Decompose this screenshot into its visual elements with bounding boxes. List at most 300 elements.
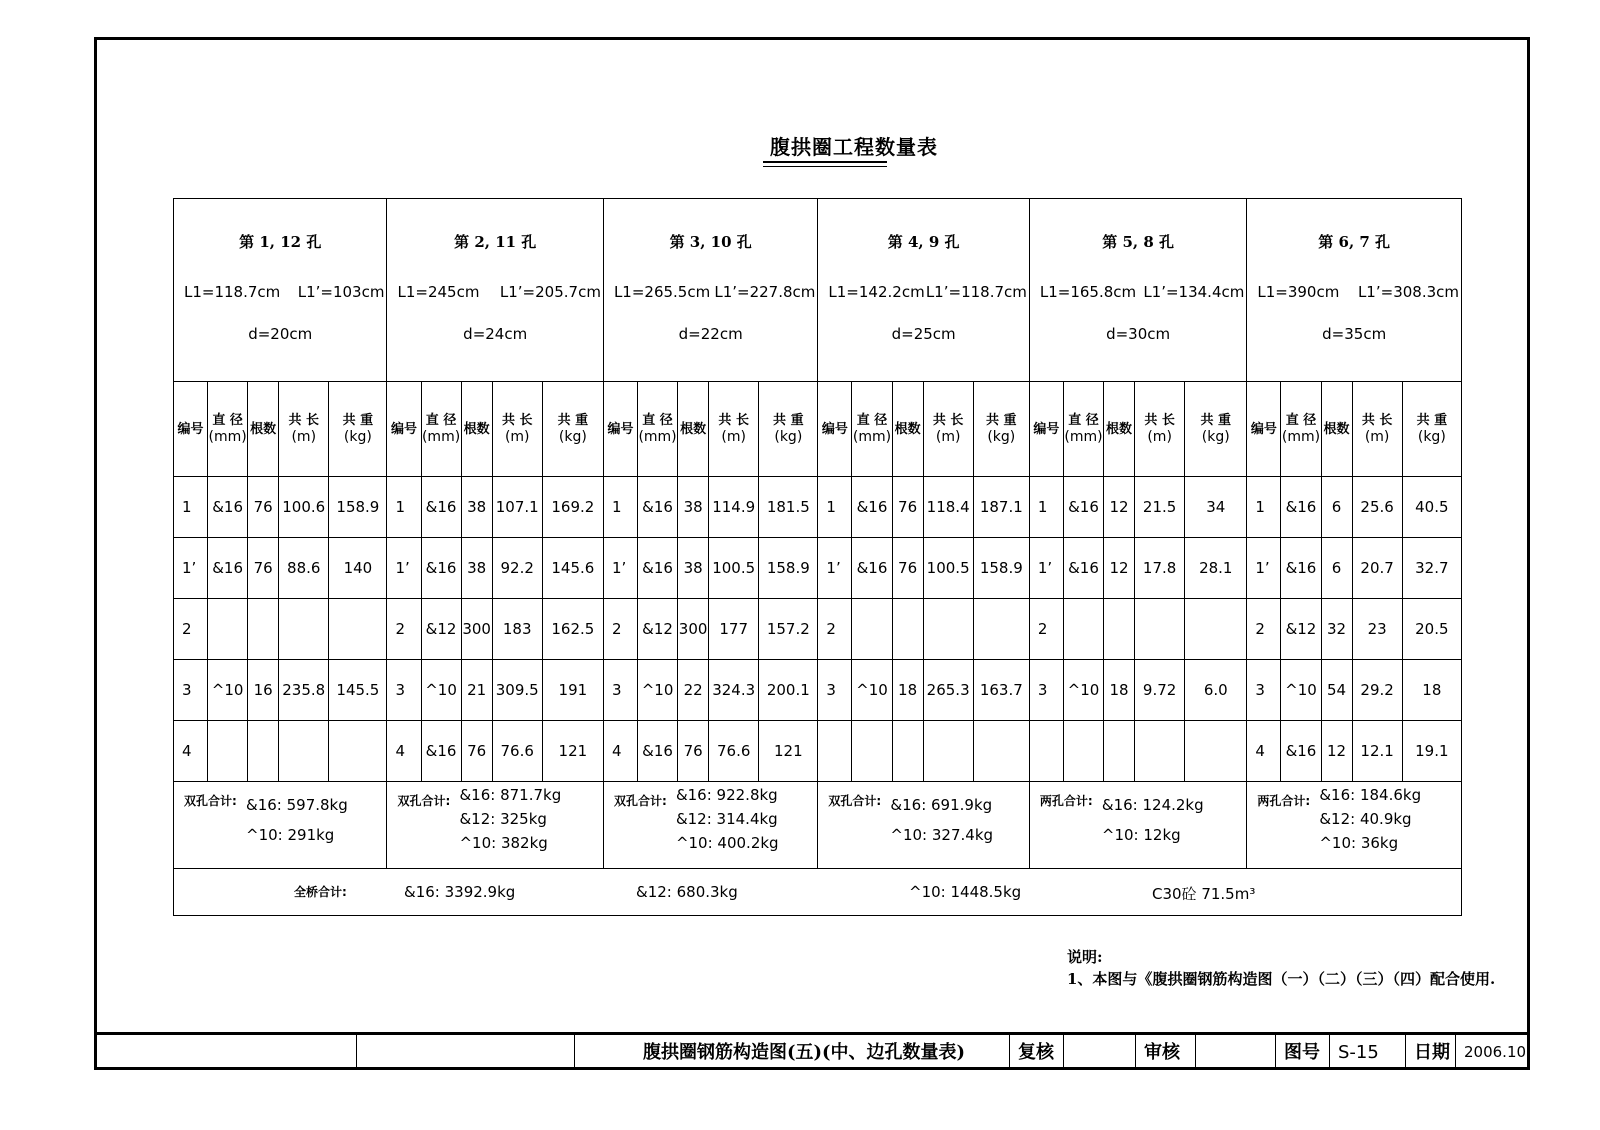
group-name: 第 4, 9 孔	[887, 233, 960, 251]
table-cell: 157.2	[759, 599, 818, 660]
column-header	[852, 382, 892, 477]
subtotal-cell	[1029, 782, 1246, 869]
column-header	[923, 382, 973, 477]
subtotal-box	[174, 782, 386, 868]
group-name: 第 3, 10 孔	[669, 233, 752, 251]
table-cell: 158.9	[973, 538, 1029, 599]
table-cell: 38	[678, 477, 709, 538]
group-header	[1029, 199, 1246, 382]
column-header-label: 编号	[390, 421, 417, 437]
column-header	[759, 382, 818, 477]
column-header-unit: (mm)	[421, 429, 461, 445]
column-header-unit: (kg)	[1417, 429, 1446, 445]
table-cell: 118.4	[923, 477, 973, 538]
table-cell: 200.1	[759, 660, 818, 721]
column-header-unit: (mm)	[638, 429, 677, 445]
group-header	[387, 199, 603, 382]
table-cell: 235.8	[279, 660, 329, 721]
column-header-label: 直 径	[1068, 413, 1099, 428]
column-header-label: 直 径	[1285, 413, 1317, 428]
table-cell: 32	[1321, 599, 1352, 660]
subtotal-cell	[603, 782, 817, 869]
group-name: 第 5, 8 孔	[1102, 233, 1174, 251]
group-l1: L1=245cm	[397, 283, 480, 301]
table-row	[174, 660, 1462, 721]
column-header-label: 直 径	[212, 413, 243, 428]
subtotal-box	[1030, 782, 1246, 868]
grand-total-row	[174, 869, 1462, 916]
table-row	[174, 599, 1462, 660]
table-cell: 29.2	[1352, 660, 1402, 721]
subtotal-label: 双孔合计:	[828, 794, 882, 808]
table-cell: &16	[638, 538, 678, 599]
drawing-no-label: 图号	[1275, 1035, 1329, 1070]
group-l1-prime: L1’=118.7cm	[925, 283, 1027, 301]
table-cell: &12	[421, 599, 461, 660]
subtotal-line: &16: 597.8kg	[246, 796, 348, 814]
table-cell: 169.2	[542, 477, 603, 538]
column-header-label: 直 径	[856, 413, 888, 428]
group-l1: L1=118.7cm	[184, 283, 281, 301]
table-cell: 20.5	[1402, 599, 1461, 660]
column-header	[1402, 382, 1461, 477]
notes-heading: 说明:	[1067, 948, 1103, 966]
table-cell	[208, 721, 248, 782]
table-cell: 12.1	[1352, 721, 1402, 782]
group-l1: L1=165.8cm	[1039, 283, 1137, 301]
table-cell: 177	[709, 599, 759, 660]
table-cell: 76	[892, 538, 923, 599]
column-header-label: 共 长	[288, 413, 320, 428]
table-cell: 163.7	[973, 660, 1029, 721]
table-cell: 140	[329, 538, 387, 599]
table-cell: 18	[1402, 660, 1461, 721]
group-d: d=30cm	[1106, 325, 1171, 343]
column-header	[638, 382, 678, 477]
table-cell: 76	[892, 477, 923, 538]
column-header-label: 共 长	[932, 413, 964, 428]
table-cell: &16	[1063, 538, 1103, 599]
subtotal-box	[604, 782, 817, 868]
table-cell: 4	[1247, 721, 1281, 782]
table-cell: 3	[174, 660, 208, 721]
column-header	[1185, 382, 1247, 477]
group-header-box	[387, 199, 602, 381]
subtotal-line: &16: 124.2kg	[1101, 796, 1204, 814]
table-cell: 100.5	[709, 538, 759, 599]
table-cell: 2	[603, 599, 637, 660]
table-cell: 1’	[603, 538, 637, 599]
column-header	[973, 382, 1029, 477]
group-header-row	[174, 199, 1462, 382]
table-cell	[329, 721, 387, 782]
table-cell: 1	[1029, 477, 1063, 538]
column-header-unit: (kg)	[343, 429, 372, 445]
subtotal-label: 双孔合计:	[397, 794, 451, 808]
subtotal-line: ^10: 36kg	[1319, 834, 1399, 852]
table-cell: 76.6	[492, 721, 542, 782]
column-header-label: 根数	[1323, 421, 1350, 437]
table-cell: 12	[1321, 721, 1352, 782]
group-l1-prime: L1’=134.4cm	[1143, 283, 1245, 301]
table-cell: 1’	[174, 538, 208, 599]
table-cell: &16	[852, 477, 892, 538]
grand-total-a16: &16: 3392.9kg	[404, 883, 516, 901]
subtotal-cell	[818, 782, 1029, 869]
table-cell	[248, 721, 279, 782]
table-cell	[892, 599, 923, 660]
table-cell: &16	[852, 538, 892, 599]
table-cell: 40.5	[1402, 477, 1461, 538]
date-label: 日期	[1405, 1035, 1455, 1070]
table-cell: ^10	[1063, 660, 1103, 721]
table-cell: ^10	[1281, 660, 1321, 721]
table-cell: 1	[1247, 477, 1281, 538]
grand-total-a12: &12: 680.3kg	[636, 883, 738, 901]
table-cell: 38	[461, 538, 492, 599]
subtotal-cell	[387, 782, 603, 869]
column-header-unit: (m)	[1364, 429, 1390, 445]
column-header-unit: (m)	[721, 429, 746, 445]
table-cell: &12	[1281, 599, 1321, 660]
table-cell	[1029, 721, 1063, 782]
subtotal-box	[1247, 782, 1461, 868]
column-header-row	[174, 382, 1462, 477]
table-cell	[1063, 599, 1103, 660]
notes	[1067, 946, 1495, 990]
table-cell: 1	[387, 477, 421, 538]
column-header-unit: (kg)	[774, 429, 803, 445]
column-header	[461, 382, 492, 477]
group-d: d=25cm	[891, 325, 956, 343]
column-header-label: 共 长	[718, 413, 749, 428]
group-header	[603, 199, 817, 382]
table-cell: 2	[1247, 599, 1281, 660]
group-name: 第 6, 7 孔	[1318, 233, 1391, 251]
grand-total-a10: ^10: 1448.5kg	[909, 883, 1022, 901]
subtotal-line: ^10: 327.4kg	[890, 826, 994, 844]
table-cell: 12	[1104, 477, 1135, 538]
group-l1-prime: L1’=308.3cm	[1357, 283, 1459, 301]
subtotal-row	[174, 782, 1462, 869]
group-l1-prime: L1’=205.7cm	[499, 283, 601, 301]
group-d: d=35cm	[1322, 325, 1387, 343]
table-cell	[1063, 721, 1103, 782]
column-header	[248, 382, 279, 477]
title-underline	[763, 161, 887, 163]
column-header	[818, 382, 852, 477]
group-header	[818, 199, 1029, 382]
table-cell	[923, 721, 973, 782]
column-header-label: 根数	[463, 421, 490, 437]
table-cell: 4	[174, 721, 208, 782]
table-cell: 6	[1321, 477, 1352, 538]
column-header	[678, 382, 709, 477]
column-header-label: 根数	[894, 421, 921, 437]
table-cell: 38	[461, 477, 492, 538]
table-cell: &16	[421, 721, 461, 782]
table-cell: 3	[1247, 660, 1281, 721]
table-cell: 19.1	[1402, 721, 1461, 782]
table-cell	[279, 599, 329, 660]
group-name: 第 2, 11 孔	[454, 233, 537, 251]
column-header-label: 共 重	[1416, 413, 1448, 428]
table-cell: 32.7	[1402, 538, 1461, 599]
subtotal-cell	[174, 782, 387, 869]
group-header-box	[818, 199, 1028, 381]
table-cell: 187.1	[973, 477, 1029, 538]
table-cell: 76	[248, 538, 279, 599]
grand-total-box	[174, 869, 1461, 915]
column-header	[1247, 382, 1281, 477]
column-header	[174, 382, 208, 477]
subtotal-cell	[1247, 782, 1462, 869]
column-header-label: 共 重	[1200, 413, 1232, 428]
column-header	[1352, 382, 1402, 477]
table-cell: 18	[892, 660, 923, 721]
table-cell: 6.0	[1185, 660, 1247, 721]
group-d: d=22cm	[678, 325, 743, 343]
column-header	[892, 382, 923, 477]
column-header-unit: (m)	[291, 429, 317, 445]
column-header-unit: (mm)	[1281, 429, 1321, 445]
table-cell: 9.72	[1135, 660, 1185, 721]
table-cell	[208, 599, 248, 660]
table-cell: 158.9	[759, 538, 818, 599]
table-cell: 121	[542, 721, 603, 782]
table-cell: &12	[638, 599, 678, 660]
table-cell: &16	[638, 721, 678, 782]
column-header	[1029, 382, 1063, 477]
column-header-unit: (m)	[504, 429, 530, 445]
table-cell: 100.5	[923, 538, 973, 599]
column-header-unit: (mm)	[208, 429, 247, 445]
table-cell: 1	[818, 477, 852, 538]
title-block-cell	[94, 1035, 356, 1070]
table-row	[174, 538, 1462, 599]
column-header-label: 根数	[680, 421, 707, 437]
table-cell: 88.6	[279, 538, 329, 599]
table-cell: 2	[387, 599, 421, 660]
table-cell: 265.3	[923, 660, 973, 721]
table-cell: 3	[603, 660, 637, 721]
subtotal-line: &16: 922.8kg	[675, 786, 778, 804]
column-header-label: 编号	[821, 421, 848, 437]
table-cell: 100.6	[279, 477, 329, 538]
table-cell	[279, 721, 329, 782]
subtotal-line: &12: 314.4kg	[675, 810, 778, 828]
subtotal-label: 双孔合计:	[184, 794, 237, 808]
table-cell	[1135, 599, 1185, 660]
column-header-label: 共 重	[342, 413, 374, 428]
table-row	[174, 477, 1462, 538]
table-cell	[818, 721, 852, 782]
table-cell: 1	[174, 477, 208, 538]
subtotal-label: 两孔合计:	[1039, 794, 1093, 808]
drawing-no: S-15	[1329, 1035, 1405, 1070]
table-cell: 3	[1029, 660, 1063, 721]
table-cell: &16	[421, 477, 461, 538]
table-title: 腹拱圈工程数量表	[770, 135, 938, 159]
approve-value	[1195, 1035, 1275, 1070]
date-value: 2006.10	[1455, 1035, 1527, 1070]
table-cell: 92.2	[492, 538, 542, 599]
column-header	[387, 382, 421, 477]
table-cell: 28.1	[1185, 538, 1247, 599]
table-cell: ^10	[421, 660, 461, 721]
subtotal-line: ^10: 12kg	[1101, 826, 1181, 844]
table-cell: 300	[678, 599, 709, 660]
column-header	[603, 382, 637, 477]
table-cell: 54	[1321, 660, 1352, 721]
table-cell: &16	[1281, 477, 1321, 538]
subtotal-line: ^10: 400.2kg	[675, 834, 779, 852]
title-block	[94, 1032, 1530, 1070]
table-cell	[1185, 721, 1247, 782]
table-cell: 121	[759, 721, 818, 782]
table-cell: 300	[461, 599, 492, 660]
column-header	[1104, 382, 1135, 477]
table-cell	[973, 721, 1029, 782]
column-header-unit: (m)	[935, 429, 961, 445]
column-header-label: 编号	[1033, 421, 1060, 437]
column-header-label: 共 重	[773, 413, 804, 428]
column-header-unit: (m)	[1147, 429, 1172, 445]
column-header	[1063, 382, 1103, 477]
subtotal-line: ^10: 291kg	[246, 826, 335, 844]
group-header-box	[1247, 199, 1461, 381]
group-d: d=24cm	[463, 325, 528, 343]
column-header-label: 共 长	[1144, 413, 1175, 428]
column-header	[542, 382, 603, 477]
column-header	[208, 382, 248, 477]
group-header-box	[1030, 199, 1246, 381]
table-cell	[973, 599, 1029, 660]
table-cell: 4	[387, 721, 421, 782]
table-cell: 18	[1104, 660, 1135, 721]
subtotal-line: &12: 40.9kg	[1319, 810, 1412, 828]
table-cell: 1’	[1029, 538, 1063, 599]
table-cell: 145.5	[329, 660, 387, 721]
column-header-label: 共 重	[986, 413, 1017, 428]
table-cell	[852, 599, 892, 660]
quantity-table	[173, 198, 1462, 916]
column-header	[1135, 382, 1185, 477]
column-header-label: 根数	[1106, 421, 1133, 437]
table-cell: ^10	[208, 660, 248, 721]
column-header-unit: (mm)	[1064, 429, 1103, 445]
review-label: 复核	[1009, 1035, 1063, 1070]
column-header	[1281, 382, 1321, 477]
table-cell: 162.5	[542, 599, 603, 660]
table-cell: 2	[1029, 599, 1063, 660]
group-l1-prime: L1’=227.8cm	[714, 283, 816, 301]
subtotal-line: &16: 691.9kg	[890, 796, 993, 814]
table-cell: 191	[542, 660, 603, 721]
group-d: d=20cm	[248, 325, 313, 343]
table-cell: 12	[1104, 538, 1135, 599]
subtotal-line: &16: 184.6kg	[1319, 786, 1422, 804]
group-l1: L1=265.5cm	[613, 283, 711, 301]
table-cell	[248, 599, 279, 660]
table-cell: 181.5	[759, 477, 818, 538]
group-header-box	[604, 199, 817, 381]
column-header-label: 共 长	[501, 413, 533, 428]
title-block-cell	[356, 1035, 574, 1070]
table-cell: 1	[603, 477, 637, 538]
table-cell: 1’	[1247, 538, 1281, 599]
table-cell: 76	[248, 477, 279, 538]
table-cell: ^10	[638, 660, 678, 721]
column-header	[492, 382, 542, 477]
table-cell: &16	[1063, 477, 1103, 538]
table-cell	[1185, 599, 1247, 660]
column-header	[709, 382, 759, 477]
review-value	[1063, 1035, 1135, 1070]
column-header	[279, 382, 329, 477]
column-header-unit: (kg)	[1201, 429, 1230, 445]
table-cell: 25.6	[1352, 477, 1402, 538]
column-header	[1321, 382, 1352, 477]
table-cell: 324.3	[709, 660, 759, 721]
table-cell: 1’	[818, 538, 852, 599]
table-cell: 4	[603, 721, 637, 782]
table-cell: 23	[1352, 599, 1402, 660]
subtotal-label: 双孔合计:	[613, 794, 667, 808]
table-cell: 76.6	[709, 721, 759, 782]
table-cell: &16	[1281, 538, 1321, 599]
drawing-title: 腹拱圈钢筋构造图(五)(中、边孔数量表)	[574, 1035, 1009, 1070]
table-cell: 3	[818, 660, 852, 721]
table-cell: 20.7	[1352, 538, 1402, 599]
group-name: 第 1, 12 孔	[239, 233, 322, 251]
subtotal-line: &16: 871.7kg	[459, 786, 562, 804]
column-header-label: 共 长	[1361, 413, 1393, 428]
notes-line: 1、本图与《腹拱圈钢筋构造图（一）（二）（三）（四）配合使用.	[1067, 970, 1496, 988]
column-header-unit: (mm)	[852, 429, 892, 445]
title-underline	[763, 166, 887, 167]
group-l1-prime: L1’=103cm	[297, 283, 385, 301]
table-cell: 34	[1185, 477, 1247, 538]
column-header-label: 根数	[250, 421, 277, 437]
table-cell: 22	[678, 660, 709, 721]
column-header-label: 直 径	[425, 413, 457, 428]
table-cell	[852, 721, 892, 782]
subtotal-line: ^10: 382kg	[459, 834, 548, 852]
table-cell: &16	[208, 538, 248, 599]
grand-total-cell	[174, 869, 1462, 916]
table-cell: &16	[208, 477, 248, 538]
column-header-label: 编号	[177, 421, 204, 437]
column-header-label: 编号	[1250, 421, 1277, 437]
column-header-unit: (kg)	[558, 429, 587, 445]
table-cell: 1’	[387, 538, 421, 599]
table-cell: 158.9	[329, 477, 387, 538]
column-header-label: 共 重	[557, 413, 589, 428]
table-cell: 16	[248, 660, 279, 721]
table-cell: 183	[492, 599, 542, 660]
grand-total-label: 全桥合计:	[294, 885, 347, 899]
table-cell: 21.5	[1135, 477, 1185, 538]
table-cell: 6	[1321, 538, 1352, 599]
table-cell	[892, 721, 923, 782]
subtotal-box	[818, 782, 1028, 868]
table-cell	[923, 599, 973, 660]
table-cell: &16	[421, 538, 461, 599]
table-cell: 17.8	[1135, 538, 1185, 599]
subtotal-box	[387, 782, 602, 868]
table-cell	[1104, 721, 1135, 782]
